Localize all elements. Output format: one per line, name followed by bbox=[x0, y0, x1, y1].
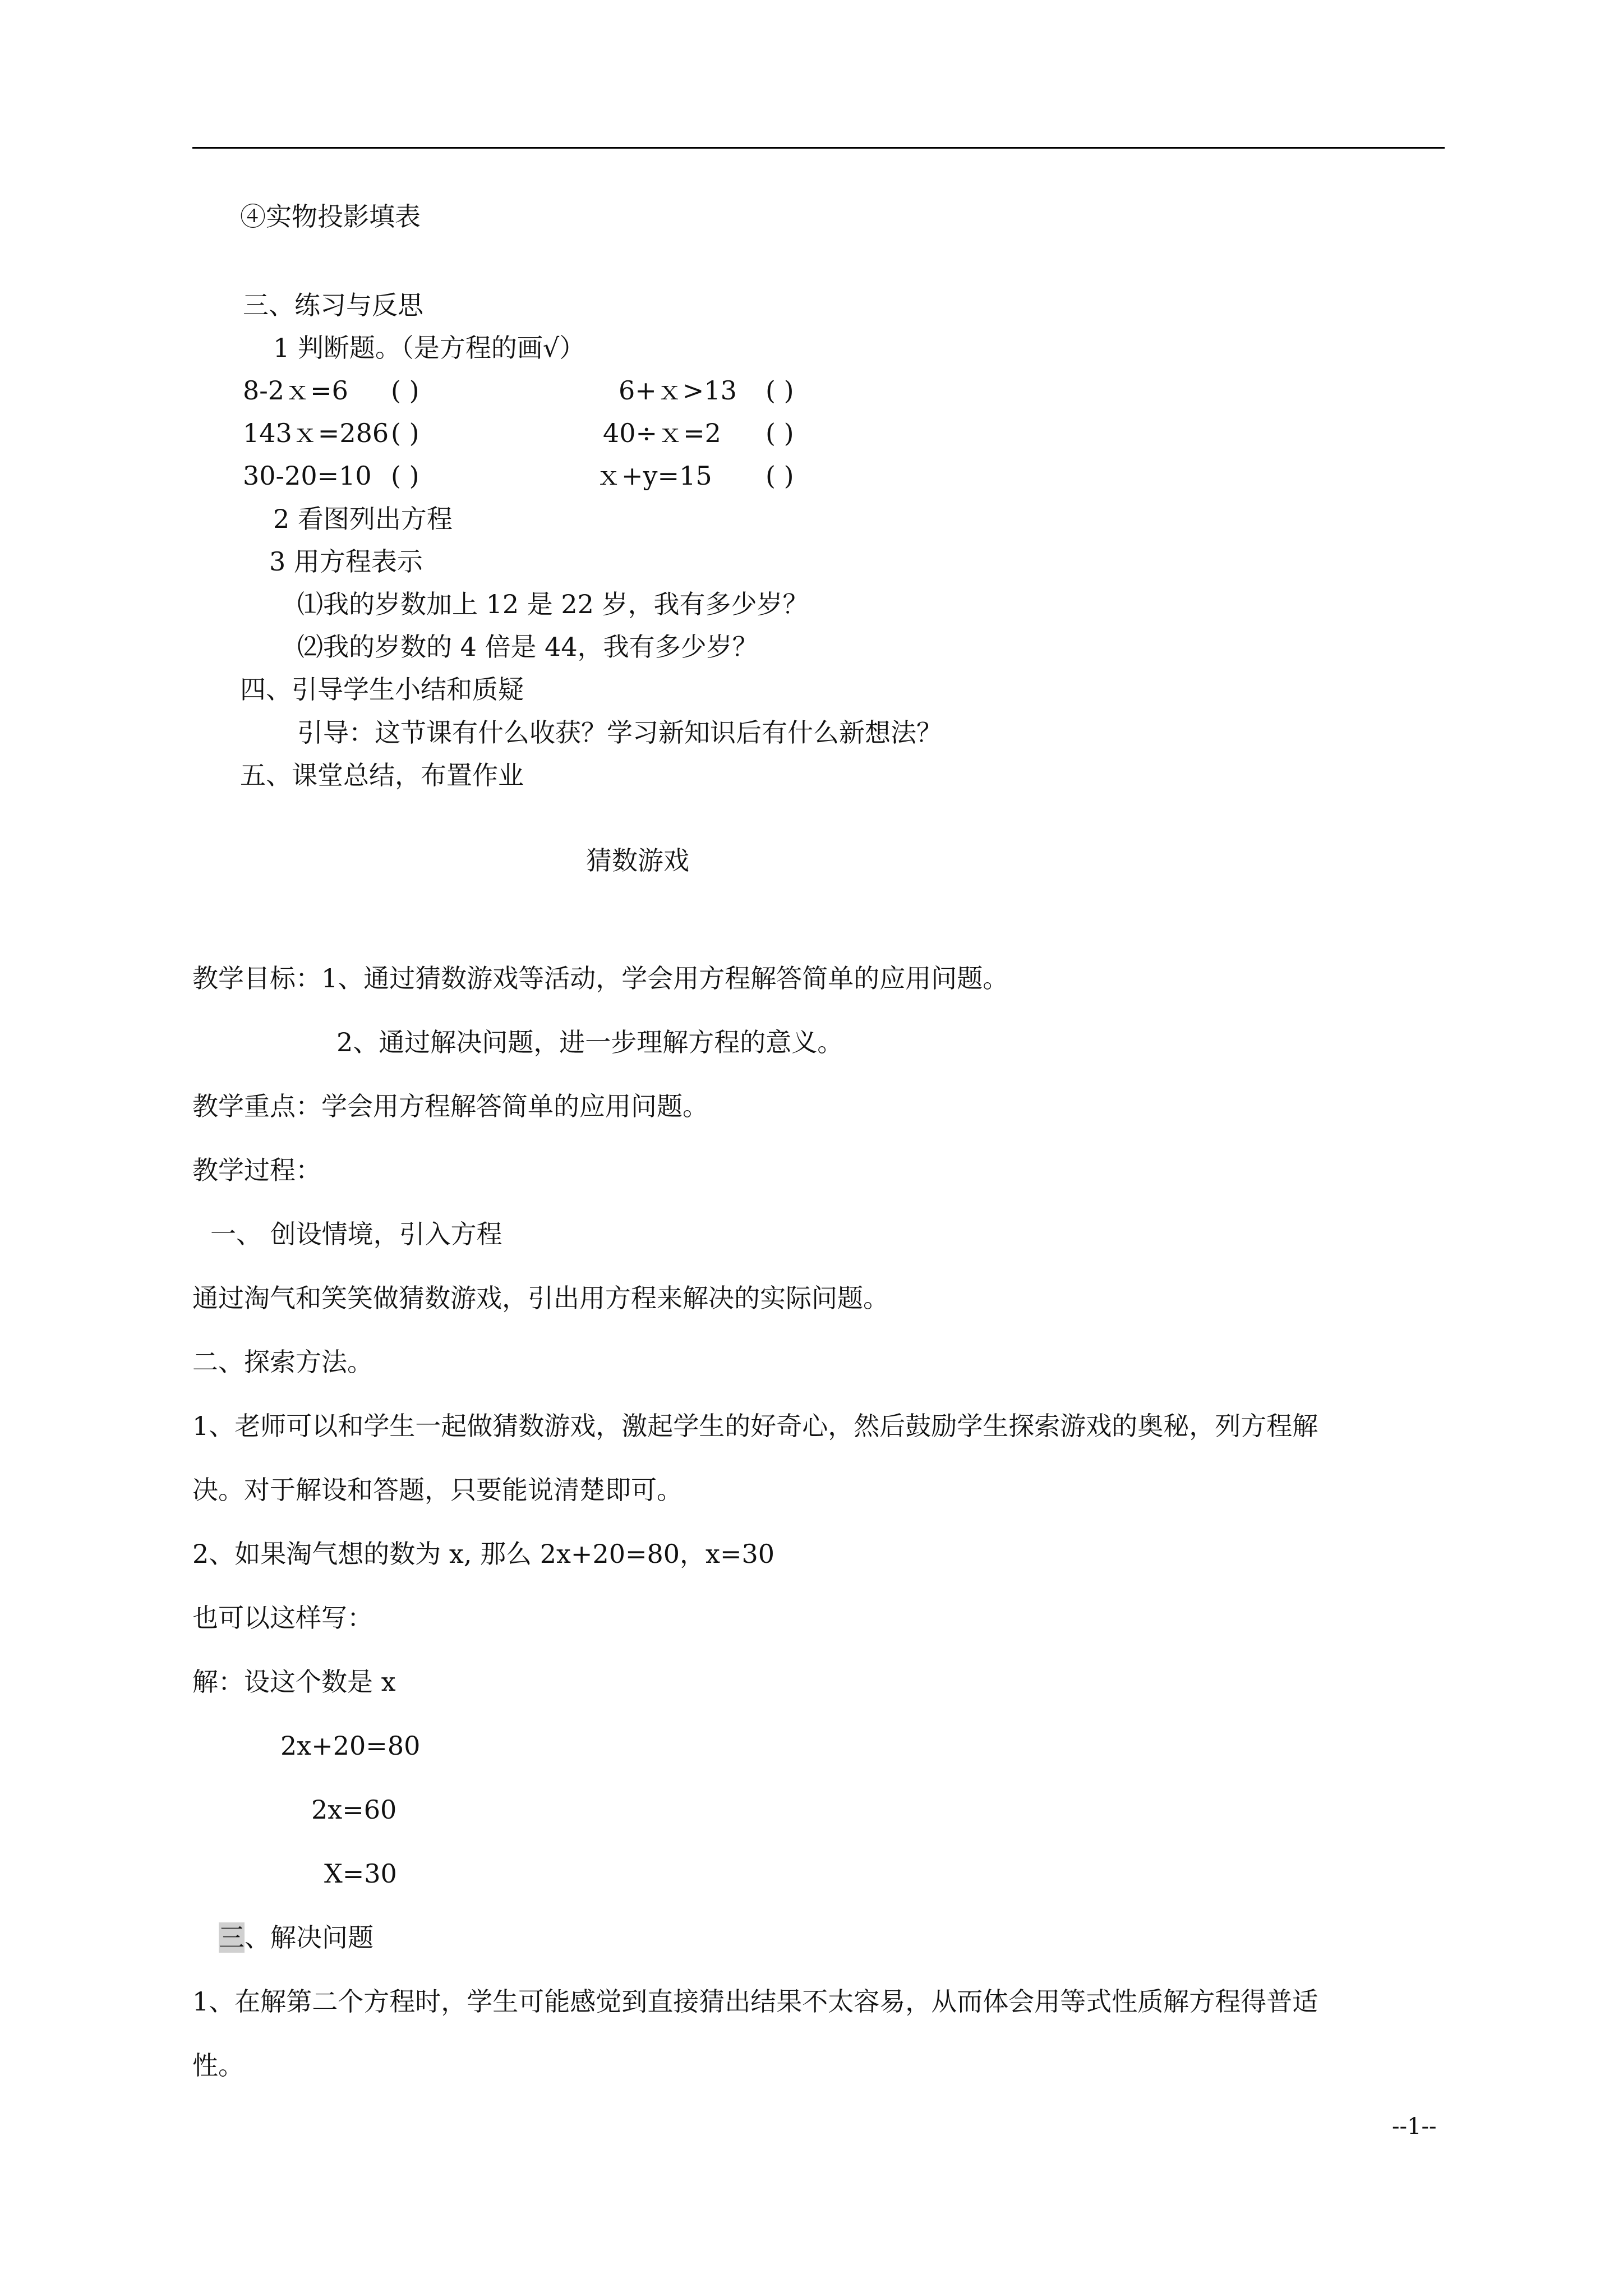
guide-text: 引导：这节课有什么收获？学习新知识后有什么新想法？ bbox=[297, 717, 942, 748]
equation-row-3-right: ｘ+y=15 bbox=[596, 461, 712, 491]
equation-row-2-right-blank: ( ) bbox=[766, 418, 794, 448]
equation-row-2-left: 143ｘ=286 bbox=[243, 418, 389, 448]
step-2-heading: 二、探索方法。 bbox=[192, 1347, 373, 1377]
teaching-goal-1: 教学目标：1、通过猜数游戏等活动，学会用方程解答简单的应用问题。 bbox=[192, 963, 1009, 993]
paragraph-3-line-1: 1、在解第二个方程时，学生可能感觉到直接猜出结果不太容易，从而体会用等式性质解方程得普适 bbox=[192, 1986, 1318, 2017]
section-5-heading: 五、课堂总结，布置作业 bbox=[240, 760, 524, 790]
paragraph-1-line-1: 1、老师可以和学生一起做猜数游戏，激起学生的好奇心，然后鼓励学生探索游戏的奥秘，列方程解 bbox=[192, 1411, 1318, 1441]
equation-step-1: 2x+20=80 bbox=[280, 1731, 421, 1761]
equation-row-1-left: 8-2ｘ=6 bbox=[243, 375, 348, 406]
also-write-line: 也可以这样写： bbox=[192, 1603, 373, 1633]
projection-line: ④实物投影填表 bbox=[240, 201, 421, 232]
equation-step-2: 2x=60 bbox=[311, 1795, 397, 1825]
equation-row-1-right-blank: ( ) bbox=[766, 375, 794, 406]
equation-row-3-left: 30-20=10 bbox=[243, 461, 372, 491]
step-1-heading: 一、 创设情境，引入方程 bbox=[210, 1219, 502, 1249]
solution-set-line: 解：设这个数是 x bbox=[192, 1667, 396, 1697]
teaching-focus: 教学重点：学会用方程解答简单的应用问题。 bbox=[192, 1091, 708, 1121]
equation-step-3: X=30 bbox=[324, 1858, 397, 1889]
equation-row-2-left-blank: ( ) bbox=[391, 418, 419, 448]
paragraph-2: 2、如果淘气想的数为 x, 那么 2x+20=80，x=30 bbox=[192, 1539, 775, 1569]
equation-row-3-left-blank: ( ) bbox=[391, 461, 419, 491]
equation-row-3-right-blank: ( ) bbox=[766, 461, 794, 491]
step-3-highlight: 三 bbox=[219, 1922, 245, 1953]
header-rule bbox=[192, 147, 1445, 149]
lesson-title: 猜数游戏 bbox=[586, 845, 689, 876]
teaching-process: 教学过程： bbox=[192, 1155, 321, 1185]
equation-row-1-left-blank: ( ) bbox=[391, 375, 419, 406]
paragraph-1-line-2: 决。对于解设和答题，只要能说清楚即可。 bbox=[192, 1475, 683, 1505]
paragraph-3-line-2: 性。 bbox=[192, 2050, 244, 2081]
step-3-heading bbox=[219, 1921, 374, 1954]
question-2: 2 看图列出方程 bbox=[273, 504, 453, 534]
equation-row-1-right: 6+ｘ>13 bbox=[619, 375, 737, 406]
section-4-heading: 四、引导学生小结和质疑 bbox=[240, 674, 524, 705]
question-3: 3 用方程表示 bbox=[269, 546, 423, 577]
question-3a: ⑴我的岁数加上 12 是 22 岁，我有多少岁？ bbox=[297, 589, 809, 619]
step-1-text: 通过淘气和笑笑做猜数游戏，引出用方程来解决的实际问题。 bbox=[192, 1283, 889, 1313]
page-number: --1-- bbox=[1392, 2114, 1437, 2139]
question-1: 1 判断题。（是方程的画√） bbox=[273, 333, 585, 363]
teaching-goal-2: 2、通过解决问题，进一步理解方程的意义。 bbox=[336, 1027, 843, 1057]
equation-row-2-right: 40÷ｘ=2 bbox=[603, 418, 721, 448]
step-3-heading-rest: 、解决问题 bbox=[245, 1922, 374, 1953]
section-3-heading: 三、练习与反思 bbox=[243, 290, 423, 320]
question-3b: ⑵我的岁数的 4 倍是 44，我有多少岁？ bbox=[297, 632, 758, 662]
